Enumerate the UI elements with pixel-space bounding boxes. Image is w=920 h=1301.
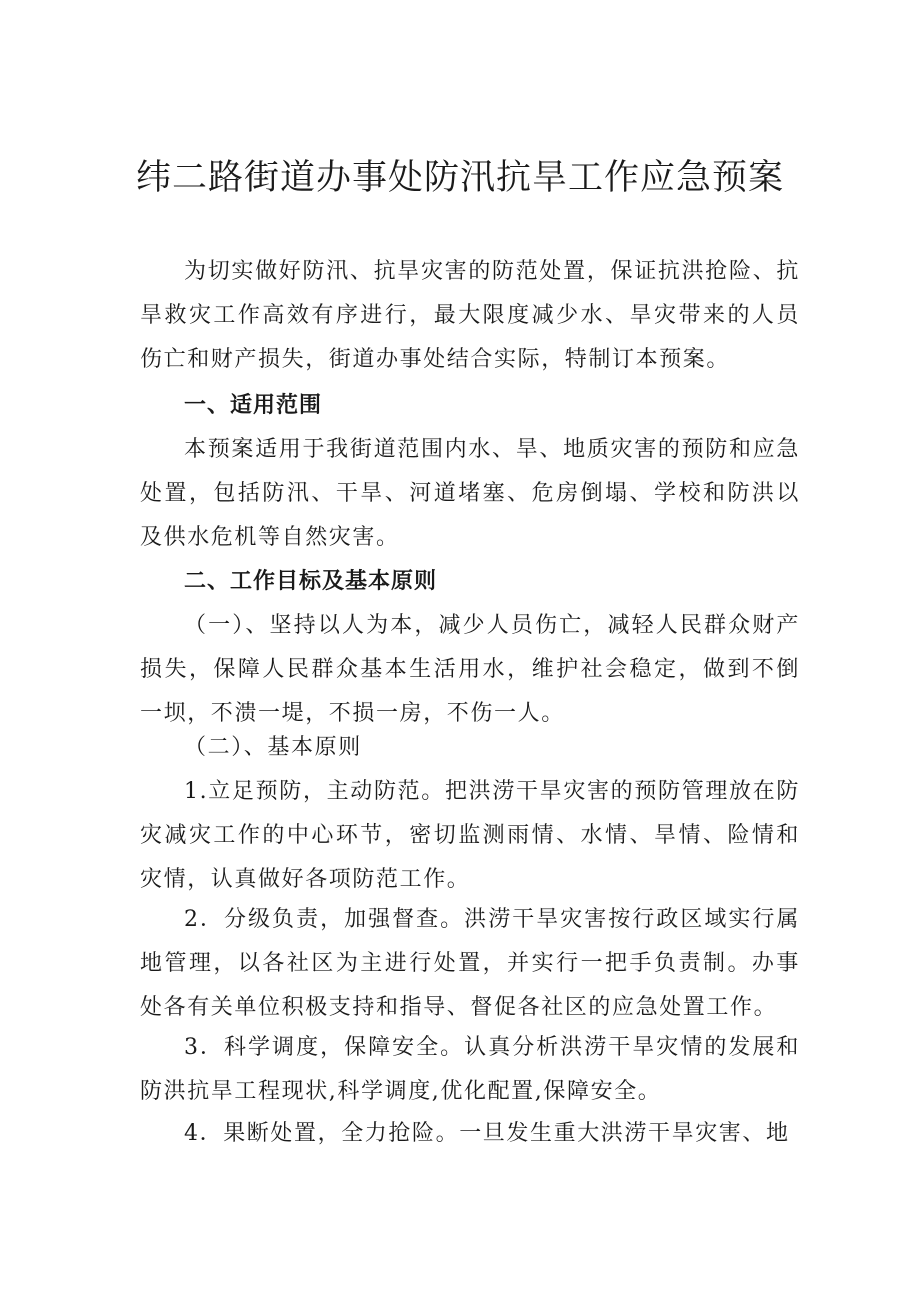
principle-1-paragraph: 1.立足预防，主动防范。把洪涝干旱灾害的预防管理放在防灾减灾工作的中心环节，密切监测雨情、水情、旱情、险情和灾情，认真做好各项防范工作。 <box>140 779 800 892</box>
section-heading-scope: 一、适用范围 <box>184 393 323 418</box>
principle-3-paragraph: 3．科学调度，保障安全。认真分析洪涝干旱灾情的发展和防洪抗旱工程现状,科学调度,优化配置,保障安全。 <box>140 1035 800 1104</box>
principles-label: （二）、基本原则 <box>184 735 362 760</box>
scope-paragraph: 本预案适用于我街道范围内水、旱、地质灾害的预防和应急处置，包括防汛、干旱、河道堵塞、危房倒塌、学校和防洪以及供水危机等自然灾害。 <box>140 437 800 550</box>
section-heading-goals: 二、工作目标及基本原则 <box>184 569 438 594</box>
principle-4-paragraph: 4．果断处置，全力抢险。一旦发生重大洪涝干旱灾害、地 <box>184 1121 790 1146</box>
document-title: 纬二路街道办事处防汛抗旱工作应急预案 <box>135 158 784 198</box>
intro-paragraph: 为切实做好防汛、抗旱灾害的防范处置，保证抗洪抢险、抗旱救灾工作高效有序进行，最大限度减少水、旱灾带来的人员伤亡和财产损失，街道办事处结合实际，特制订本预案。 <box>140 259 800 372</box>
goal-paragraph: （一）、坚持以人为本，减少人员伤亡，减轻人民群众财产损失，保障人民群众基本生活用水，维护社会稳定，做到不倒一坝，不溃一堤，不损一房，不伤一人。 <box>140 613 800 726</box>
principle-2-paragraph: 2．分级负责，加强督查。洪涝干旱灾害按行政区域实行属地管理，以各社区为主进行处置，并实行一把手负责制。办事处各有关单位积极支持和指导、督促各社区的应急处置工作。 <box>140 907 800 1020</box>
